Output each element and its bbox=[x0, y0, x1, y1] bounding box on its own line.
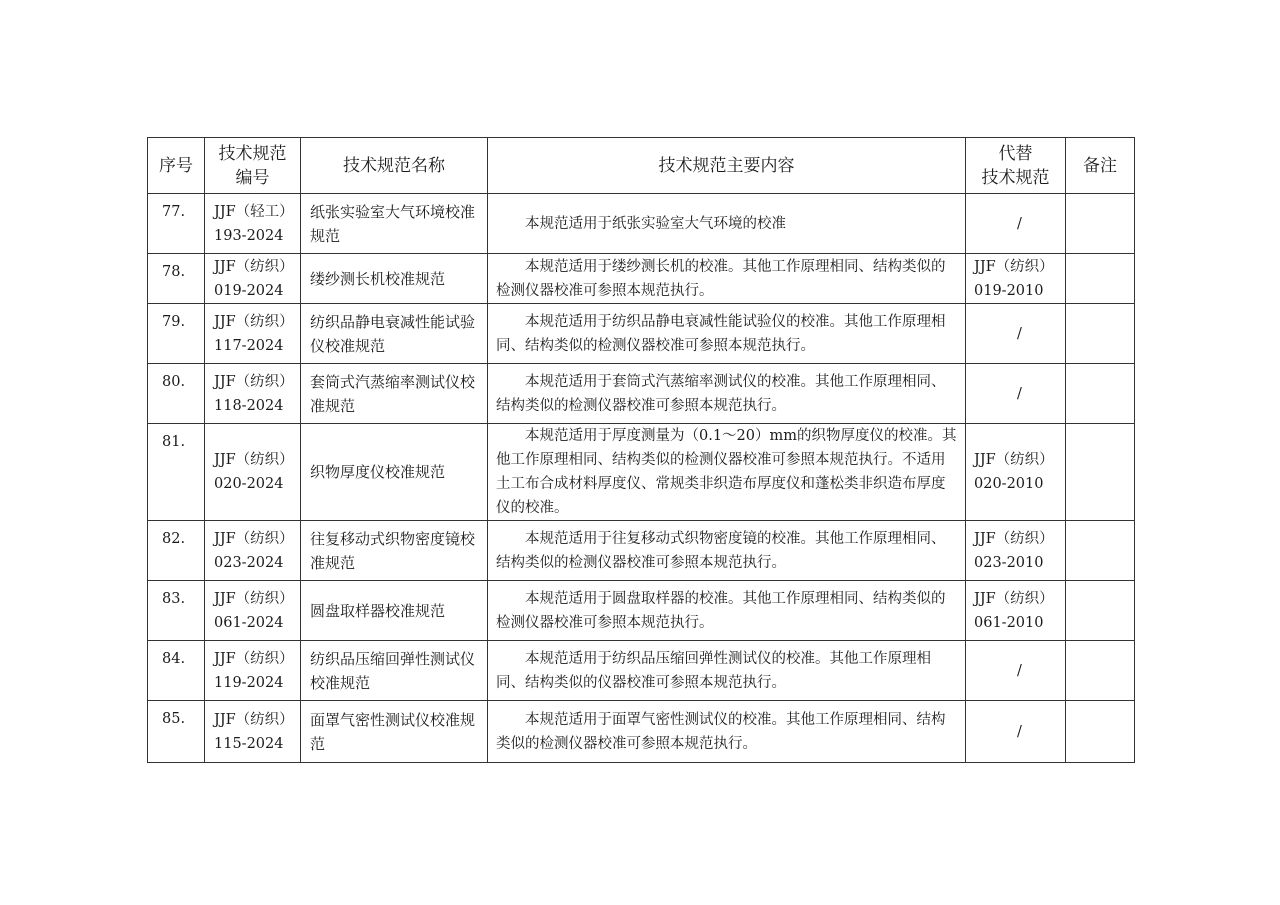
replaced-spec-line1: JJF（纺织） bbox=[974, 258, 1054, 275]
row-number: 84. bbox=[148, 641, 205, 701]
note-cell bbox=[1066, 254, 1135, 304]
header-row bbox=[148, 138, 1135, 194]
spec-name: 纺织品压缩回弹性测试仪校准规范 bbox=[301, 641, 488, 701]
replaced-spec bbox=[966, 521, 1066, 581]
replaced-spec-line2: 019-2010 bbox=[974, 282, 1044, 299]
replaced-spec-line1: JJF（纺织） bbox=[974, 452, 1054, 468]
spec-code-line1: JJF（纺织） bbox=[214, 650, 294, 667]
row-number: 81. bbox=[148, 424, 205, 521]
spec-content: 本规范适用于缕纱测长机的校准。其他工作原理相同、结构类似的检测仪器校准可参照本规范执行。 bbox=[488, 254, 966, 304]
spec-code-line1: JJF（轻工） bbox=[214, 203, 294, 220]
spec-code-line2: 023-2024 bbox=[214, 554, 284, 571]
spec-code-line1: JJF（纺织） bbox=[214, 590, 294, 607]
spec-code bbox=[205, 364, 301, 424]
row-number: 85. bbox=[148, 701, 205, 763]
table-row bbox=[148, 364, 1135, 424]
table-row bbox=[148, 521, 1135, 581]
spec-code-line2: 020-2024 bbox=[214, 476, 284, 492]
note-cell bbox=[1066, 364, 1135, 424]
row-number: 83. bbox=[148, 581, 205, 641]
spec-code-line1: JJF（纺织） bbox=[214, 452, 294, 468]
note-cell bbox=[1066, 521, 1135, 581]
spec-code-line1: JJF（纺织） bbox=[214, 313, 294, 330]
spec-name: 纸张实验室大气环境校准规范 bbox=[301, 194, 488, 254]
table-row bbox=[148, 581, 1135, 641]
header-note: 备注 bbox=[1066, 138, 1135, 194]
replaced-spec-line2: 020-2010 bbox=[974, 476, 1044, 492]
spec-content: 本规范适用于纺织品静电衰减性能试验仪的校准。其他工作原理相同、结构类似的检测仪器校准可参照本规范执行。 bbox=[488, 304, 966, 364]
spec-name: 圆盘取样器校准规范 bbox=[301, 581, 488, 641]
row-number: 78. bbox=[148, 254, 205, 304]
spec-code bbox=[205, 521, 301, 581]
spec-content: 本规范适用于圆盘取样器的校准。其他工作原理相同、结构类似的检测仪器校准可参照本规范执行。 bbox=[488, 581, 966, 641]
spec-name: 面罩气密性测试仪校准规范 bbox=[301, 701, 488, 763]
spec-code bbox=[205, 701, 301, 763]
spec-name: 织物厚度仪校准规范 bbox=[301, 424, 488, 521]
spec-code-line2: 118-2024 bbox=[214, 397, 284, 414]
replaced-spec: / bbox=[966, 701, 1066, 763]
replaced-spec-line1: JJF（纺织） bbox=[974, 590, 1054, 607]
spec-code-line1: JJF（纺织） bbox=[214, 711, 294, 728]
table-row bbox=[148, 424, 1135, 521]
spec-code-line2: 019-2024 bbox=[214, 282, 284, 299]
spec-code-line1: JJF（纺织） bbox=[214, 530, 294, 547]
spec-table bbox=[147, 137, 1135, 763]
header-code bbox=[205, 138, 301, 194]
replaced-spec bbox=[966, 424, 1066, 521]
replaced-spec: / bbox=[966, 364, 1066, 424]
spec-content: 本规范适用于面罩气密性测试仪的校准。其他工作原理相同、结构类似的检测仪器校准可参照本规范执行。 bbox=[488, 701, 966, 763]
spec-code bbox=[205, 194, 301, 254]
spec-code-line2: 117-2024 bbox=[214, 337, 284, 354]
header-code-line2: 编号 bbox=[235, 167, 270, 188]
note-cell bbox=[1066, 641, 1135, 701]
header-replace-line2: 技术规范 bbox=[981, 167, 1050, 188]
note-cell bbox=[1066, 424, 1135, 521]
row-number: 77. bbox=[148, 194, 205, 254]
spec-name: 套筒式汽蒸缩率测试仪校准规范 bbox=[301, 364, 488, 424]
note-cell bbox=[1066, 581, 1135, 641]
spec-code-line1: JJF（纺织） bbox=[214, 258, 294, 275]
replaced-spec bbox=[966, 581, 1066, 641]
spec-content: 本规范适用于套筒式汽蒸缩率测试仪的校准。其他工作原理相同、结构类似的检测仪器校准可参照本规范执行。 bbox=[488, 364, 966, 424]
note-cell bbox=[1066, 701, 1135, 763]
table-row bbox=[148, 254, 1135, 304]
spec-name: 往复移动式织物密度镜校准规范 bbox=[301, 521, 488, 581]
row-number: 79. bbox=[148, 304, 205, 364]
table-row bbox=[148, 701, 1135, 763]
spec-content: 本规范适用于纸张实验室大气环境的校准 bbox=[488, 194, 966, 254]
spec-content: 本规范适用于厚度测量为（0.1～20）mm的织物厚度仪的校准。其他工作原理相同、结构类似的检测仪器校准可参照本规范执行。不适用土工布合成材料厚度仪、常规类非织造布厚度仪和蓬松类非织造布厚度仪的校准。 bbox=[488, 424, 966, 521]
spec-code bbox=[205, 641, 301, 701]
spec-name: 纺织品静电衰减性能试验仪校准规范 bbox=[301, 304, 488, 364]
header-no: 序号 bbox=[148, 138, 205, 194]
table-row bbox=[148, 641, 1135, 701]
note-cell bbox=[1066, 194, 1135, 254]
spec-code-line1: JJF（纺织） bbox=[214, 373, 294, 390]
replaced-spec bbox=[966, 254, 1066, 304]
row-number: 82. bbox=[148, 521, 205, 581]
replaced-spec: / bbox=[966, 641, 1066, 701]
header-replace bbox=[966, 138, 1066, 194]
table-row bbox=[148, 304, 1135, 364]
replaced-spec-line2: 061-2010 bbox=[974, 614, 1044, 631]
header-code-line1: 技术规范 bbox=[218, 143, 287, 164]
replaced-spec: / bbox=[966, 304, 1066, 364]
replaced-spec-line2: 023-2010 bbox=[974, 554, 1044, 571]
spec-content: 本规范适用于纺织品压缩回弹性测试仪的校准。其他工作原理相同、结构类似的仪器校准可参照本规范执行。 bbox=[488, 641, 966, 701]
header-name: 技术规范名称 bbox=[301, 138, 488, 194]
replaced-spec-line1: JJF（纺织） bbox=[974, 530, 1054, 547]
spec-name: 缕纱测长机校准规范 bbox=[301, 254, 488, 304]
row-number: 80. bbox=[148, 364, 205, 424]
replaced-spec: / bbox=[966, 194, 1066, 254]
spec-code bbox=[205, 581, 301, 641]
table-body bbox=[148, 194, 1135, 763]
spec-code-line2: 115-2024 bbox=[214, 735, 284, 752]
spec-code bbox=[205, 304, 301, 364]
note-cell bbox=[1066, 304, 1135, 364]
spec-code-line2: 061-2024 bbox=[214, 614, 284, 631]
table-row bbox=[148, 194, 1135, 254]
header-replace-line1: 代替 bbox=[998, 143, 1033, 164]
spec-code-line2: 193-2024 bbox=[214, 227, 284, 244]
spec-code-line2: 119-2024 bbox=[214, 674, 284, 691]
header-content: 技术规范主要内容 bbox=[488, 138, 966, 194]
spec-code bbox=[205, 254, 301, 304]
spec-code bbox=[205, 424, 301, 521]
spec-content: 本规范适用于往复移动式织物密度镜的校准。其他工作原理相同、结构类似的检测仪器校准可参照本规范执行。 bbox=[488, 521, 966, 581]
